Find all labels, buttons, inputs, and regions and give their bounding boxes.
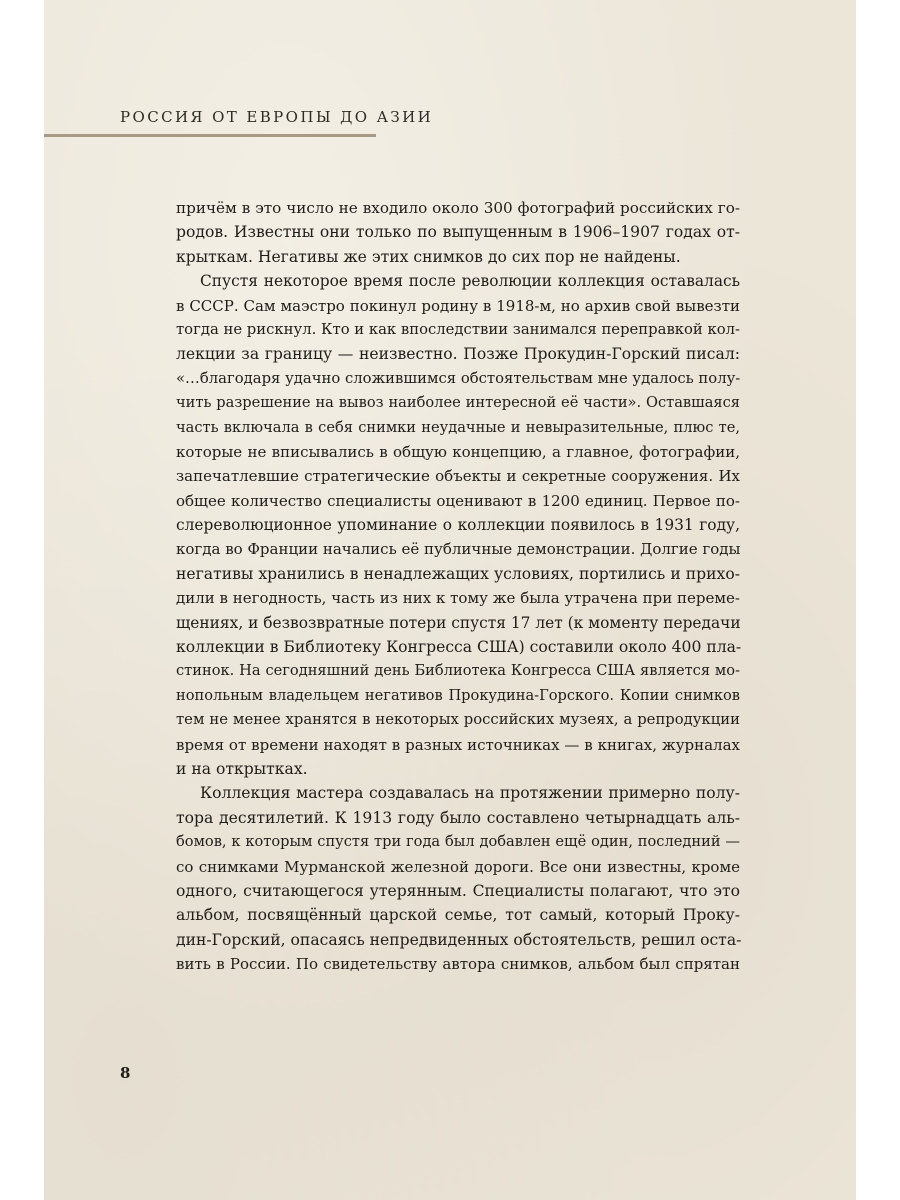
text-line: запечатлевшие стратегические объекты и секретные сооружения. Их <box>176 467 740 486</box>
text-line: когда во Франции начались её публичные демонстрации. Долгие годы <box>176 540 741 559</box>
text-line: Спустя некоторое время после революции коллекция оставалась <box>200 272 740 291</box>
text-line: слереволюционное упоминание о коллекции появилось в 1931 году, <box>176 516 740 535</box>
text-line: бомов, к которым спустя три года был добавлен ещё один, последний — <box>176 833 740 851</box>
text-line: Коллекция мастера создавалась на протяжении примерно полу- <box>200 784 740 803</box>
running-head-rule <box>44 134 376 137</box>
book-page <box>44 0 856 1200</box>
text-line: общее количество специалисты оценивают в 1200 единиц. Первое по- <box>176 491 740 510</box>
text-line: которые не вписывались в общую концепцию, а главное, фотографии, <box>176 442 740 461</box>
text-line: со снимками Мурманской железной дороги. Все они известны, кроме <box>176 857 740 876</box>
text-line: тора десятилетий. К 1913 году было составлено четырнадцать аль- <box>176 808 740 827</box>
text-line: время от времени находят в разных источниках — в книгах, журналах <box>176 735 740 754</box>
text-line: чить разрешение на вывоз наиболее интересной её части». Оставшаяся <box>176 394 740 412</box>
running-head: РОССИЯ ОТ ЕВРОПЫ ДО АЗИИ <box>120 108 434 126</box>
text-line: тогда не рискнул. Кто и как впоследствии занимался переправкой кол- <box>176 320 741 338</box>
text-line: негативы хранились в ненадлежащих условиях, портились и прихо- <box>176 564 740 583</box>
text-line: крыткам. Негативы же этих снимков до сих пор не найдены. <box>176 247 681 266</box>
text-line: часть включала в себя снимки неудачные и невыразительные, плюс те, <box>176 418 740 436</box>
text-line: дин-Горский, опасаясь непредвиденных обстоятельств, решил оста- <box>176 930 742 949</box>
text-line: нопольным владельцем негативов Прокудина-Горского. Копии снимков <box>176 686 740 704</box>
text-line: одного, считающегося утерянным. Специалисты полагают, что это <box>176 881 740 900</box>
text-line: родов. Известны они только по выпущенным в 1906–1907 годах от- <box>176 223 740 242</box>
text-line: альбом, посвящённый царской семье, тот самый, который Проку- <box>176 906 740 925</box>
text-line: вить в России. По свидетельству автора снимков, альбом был спрятан <box>176 955 740 974</box>
text-line: лекции за границу — неизвестно. Позже Прокудин-Горский писал: <box>176 345 740 364</box>
text-line: причём в это число не входило около 300 фотографий российских го- <box>176 199 740 217</box>
text-line: коллекции в Библиотеку Конгресса США) составили около 400 пла- <box>176 638 742 657</box>
text-line: дили в негодность, часть из них к тому же была утрачена при переме- <box>176 589 740 608</box>
text-line: стинок. На сегодняшний день Библиотека Конгресса США является мо- <box>176 662 740 680</box>
body-text <box>176 196 740 977</box>
text-line: тем не менее хранятся в некоторых российских музеях, а репродукции <box>176 711 740 729</box>
text-line: щениях, и безвозвратные потери спустя 17 лет (к моменту передачи <box>176 613 741 632</box>
page-number: 8 <box>120 1064 131 1082</box>
text-line: «…благодаря удачно сложившимся обстоятельствам мне удалось полу- <box>176 369 741 387</box>
text-line: в СССР. Сам маэстро покинул родину в 1918-м, но архив свой вывезти <box>176 296 740 315</box>
text-line: и на открытках. <box>176 759 308 778</box>
